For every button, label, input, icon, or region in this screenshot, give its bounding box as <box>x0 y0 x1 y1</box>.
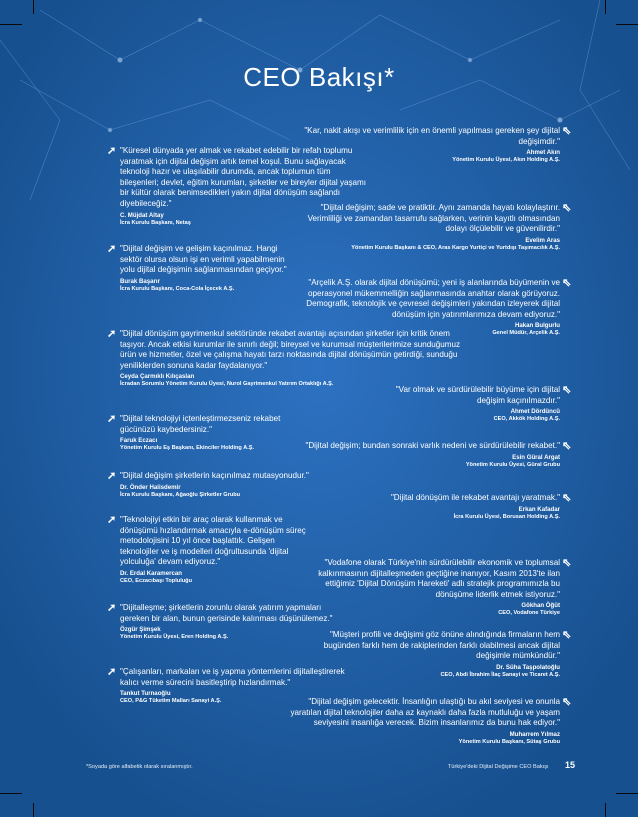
quote-author: Erkan Kafadar <box>518 505 560 513</box>
quote-author: Hakan Bulgurlu <box>514 322 560 330</box>
crop-mark-bottom-right-h <box>616 793 638 794</box>
quote-author-title: İcra Kurulu Başkanı, Ağaoğlu Şirketler Grubu <box>120 491 241 498</box>
quote-author: Burak Başarır <box>120 277 160 285</box>
quote-author-title: İcra Kurulu Başkanı, Coca-Cola İçecek A.Ş. <box>120 285 235 292</box>
quote-arrow-left-icon: ⇖ <box>562 277 572 289</box>
quote-author-title: CEO, Akkök Holding A.Ş. <box>493 416 560 423</box>
quote-author-title: İcra Kurulu Üyesi, Borusan Holding A.Ş. <box>453 513 560 520</box>
quote-author: C. Müjdat Altay <box>120 211 164 219</box>
quote-author: Tankut Turnaoğlu <box>120 690 171 698</box>
quote-arrow-right-icon: ➚ <box>107 514 117 526</box>
quote-text: "Dijital teknolojiyi içtenleştirmezseniz rekabet gücünüzü kaybedersiniz." <box>120 414 281 434</box>
quote-author: Ahmet Akın <box>526 149 560 157</box>
quote-dorduncu <box>370 385 560 424</box>
quote-arrow-right-icon: ➚ <box>107 145 117 157</box>
quote-author-title: CEO, Eczacıbaşı Topluluğu <box>120 577 193 584</box>
quote-author: Dr. Süha Taşpolatoğlu <box>496 663 560 671</box>
crop-mark-bottom-right-v <box>605 803 606 817</box>
quote-author: Özgür Şimşek <box>120 626 161 634</box>
quote-text: "Dijital değişim şirketlerin kaçınılmaz mutasyonudur." <box>120 471 309 480</box>
quote-text: "Kar, nakit akışı ve verimlilik için en önemli yapılması gereken şey dijital değişimdir." <box>304 126 560 146</box>
quote-text: "Dijital değişim; bundan sonraki varlık nedeni ve sürdürülebilir rekabet." <box>305 441 560 450</box>
quote-text: "Dijital dönüşüm gayrimenkul sektöründe rekabet avantajı açısından şirketler için kritik önem taşıyor. Ancak etkisi kurumlar ile sınırlı değil; bireysel ve kurumsal müşterilerimize sunduğumuz ürün ve hizmetler, özel ve çalışma hayatı tarzı noktasında dijital dönüşümün getirdiği, sunduğu yeniliklerden sonuna kadar faydalanıyor." <box>120 329 461 370</box>
quote-arrow-right-icon: ➚ <box>107 470 117 482</box>
quote-text: "Dijital değişim ve gelişim kaçınılmaz. Hangi sektör olursa olsun işi en verimli yapabilmenin yolu dijital değişimin sağlanmasından geçiyor." <box>120 244 287 275</box>
quote-author: Esin Güral Argat <box>512 453 560 461</box>
quote-author-title: CEO, P&G Tüketim Malları Sanayi A.Ş. <box>120 698 222 705</box>
footer-publication-title: Türkiye'deki Dijital Değişime CEO Bakışı <box>448 764 549 770</box>
quote-arrow-left-icon: ⇖ <box>562 384 572 396</box>
quote-text: "Var olmak ve sürdürülebilir büyüme için dijital değişim kaçınılmazdır." <box>395 385 560 405</box>
quote-arrow-right-icon: ➚ <box>107 413 117 425</box>
quote-author-title: Yönetim Kurulu Üyesi, Eren Holding A.Ş. <box>120 634 229 641</box>
quote-text: "Küresel dünyada yer almak ve rekabet edebilir bir refah toplumu yaratmak için dijital değişim artık temel koşul. Bunu sağlayacak teknoloji hazır ve ulaşılabilir durumda, ancak toplumun tüm bileşenleri; devlet, eğitim kurumları, şirketler ve bireyler dijital yaşamı bir kültür olarak benimsedikleri yakın dijital dönüşüm sağlandı diyebileceğiz." <box>120 146 367 208</box>
quote-arrow-right-icon: ➚ <box>107 666 117 678</box>
quote-arrow-right-icon: ➚ <box>107 328 117 340</box>
quote-author-title: İcra Kurulu Başkanı, Netaş <box>120 219 191 226</box>
quote-aras <box>305 203 560 252</box>
crop-mark-top-left-v <box>33 0 34 14</box>
quote-arrow-left-icon: ⇖ <box>562 202 572 214</box>
quote-arrow-left-icon: ⇖ <box>562 492 572 504</box>
quote-author: Evelim Aras <box>525 236 560 244</box>
quote-author: Ahmet Dördüncü <box>510 408 560 416</box>
quote-arrow-right-icon: ➚ <box>107 602 117 614</box>
quote-author-title: CEO, Vodafone Türkiye <box>498 610 560 617</box>
page-number: 15 <box>565 760 576 770</box>
quote-author: Dr. Erdal Karamercan <box>120 569 182 577</box>
quote-author-title: İcradan Sorumlu Yönetim Kurulu Üyesi, Nurol Gayrimenkul Yatırım Ortaklığı A.Ş. <box>120 381 334 388</box>
quote-author-title: Yönetim Kurulu Üyesi, Akın Holding A.Ş. <box>452 157 560 164</box>
quote-eczaci <box>120 414 290 453</box>
crop-mark-top-right-v <box>605 0 606 14</box>
quote-arrow-left-icon: ⇖ <box>562 440 572 452</box>
quote-author-title: CEO, Abdi İbrahim İlaç Sanayi ve Ticaret A.Ş. <box>440 671 560 678</box>
quote-text: "Arçelik A.Ş. olarak dijital dönüşümü; yeni iş alanlarında büyümenin ve operasyonel mükemmelliğin sağlanmasında anahtar olarak görüyoruz. Demografik, teknolojik ve çevresel değişimleri yakından izleyerek dijital dönüşüm için yatırımlarımıza devam ediyoruz." <box>306 278 560 319</box>
quote-text: "Dijital değişim gelecektir. İnsanlığın ulaştığı bu akıl seviyesi ve onunla yaratılan dijital teknolojiler daha az kaynaklı daha fazla mutluluğu ve yaşam seviyesini insanlığa verecek. Bizim insanlarımız da bunu hak ediyor." <box>290 697 560 728</box>
quote-author: Muharrem Yılmaz <box>509 730 560 738</box>
quote-text: "Dijital dönüşüm ile rekabet avantajı yaratmak." <box>390 493 560 502</box>
quote-text: "Dijitalleşme; şirketlerin zorunlu olarak yatırım yapmaları gereken bir alan, bunun gerisinde kalınması düşünülemez." <box>120 603 333 623</box>
quote-author: Ceyda Çarmıklı Kılıçaslan <box>120 373 195 381</box>
quote-arrow-left-icon: ⇖ <box>562 125 572 137</box>
quote-karamercan <box>120 515 315 585</box>
quote-arrow-left-icon: ⇖ <box>562 557 572 569</box>
quote-arrow-right-icon: ➚ <box>107 243 117 255</box>
quote-yilmaz <box>290 697 560 746</box>
quote-author: Gökhan Öğüt <box>521 602 560 610</box>
quote-arrow-left-icon: ⇖ <box>562 696 572 708</box>
page-title: CEO Bakışı* <box>243 62 395 92</box>
crop-mark-top-right-h <box>616 24 638 25</box>
quote-text: "Teknolojiyi etkin bir araç olarak kullanmak ve dönüşümü hızlandırmak amacıyla e-dönüşüm süreç metodolojisini 10 yıl önce başlattık. Gelişen teknolojiler ve iş modelleri doğrultusunda 'dijital yolculuğa' devam ediyoruz." <box>120 515 306 567</box>
quote-halisdemir <box>120 471 350 499</box>
quote-kafadar <box>360 493 560 521</box>
crop-mark-top-left-h <box>0 24 22 25</box>
quote-author-title: Yönetim Kurulu Eş Başkanı, Ekinciler Holding A.Ş. <box>120 445 255 452</box>
quote-author-title: Yönetim Kurulu Üyesi, Güral Grubu <box>465 461 560 468</box>
quote-argat <box>280 441 560 469</box>
alphabetical-footnote: *Soyada göre alfabetik olarak sıralanmıştır. <box>86 764 193 770</box>
crop-mark-bottom-left-h <box>0 793 22 794</box>
quote-kilicaslan <box>120 329 475 389</box>
quote-basarir <box>120 244 300 293</box>
quote-author-title: Genel Müdür, Arçelik A.Ş. <box>492 330 560 337</box>
quote-text: "Çalışanları, markaları ve iş yapma yöntemlerini dijitalleştirerek kalıcı verme sürecini basitleştirip hızlandırmak." <box>120 667 345 687</box>
quote-text: "Dijital değişim; sade ve pratiktir. Aynı zamanda hayatı kolaylaştırır. Verimliliği ve zamandan tasarrufu sağlarken, verinin kayıtlı olmasından dolayı ölçülebilir ve güvenilirdir." <box>307 203 560 234</box>
quote-author-title: Yönetim Kurulu Başkanı & CEO, Aras Kargo Yurtiçi ve Yurtdışı Taşımacılık A.Ş. <box>351 244 560 251</box>
quote-arrow-left-icon: ⇖ <box>562 629 572 641</box>
quote-text: "Vodafone olarak Türkiye'nin sürdürülebilir ekonomik ve toplumsal kalkınmasının dijitalleşmeden geçtiğine inanıyor, Kasım 2013'te ilan ettiğimiz 'Dijital Dönüşüm Hareketi' adlı stratejik programımızla bu dönüşüme liderlik etmek istiyoruz." <box>318 558 560 599</box>
quote-author: Faruk Eczacı <box>120 437 158 445</box>
quote-text: "Müşteri profili ve değişimi göz önüne alındığında firmaların hem bugünden farklı hem de rakiplerinden farklı olabilmesi ancak dijital değişimle mümkündür." <box>323 630 560 661</box>
crop-mark-bottom-left-v <box>33 803 34 817</box>
quote-author-title: Yönetim Kurulu Başkanı, Sütaş Grubu <box>458 738 560 745</box>
quote-author: Dr. Önder Halisdemir <box>120 483 181 491</box>
